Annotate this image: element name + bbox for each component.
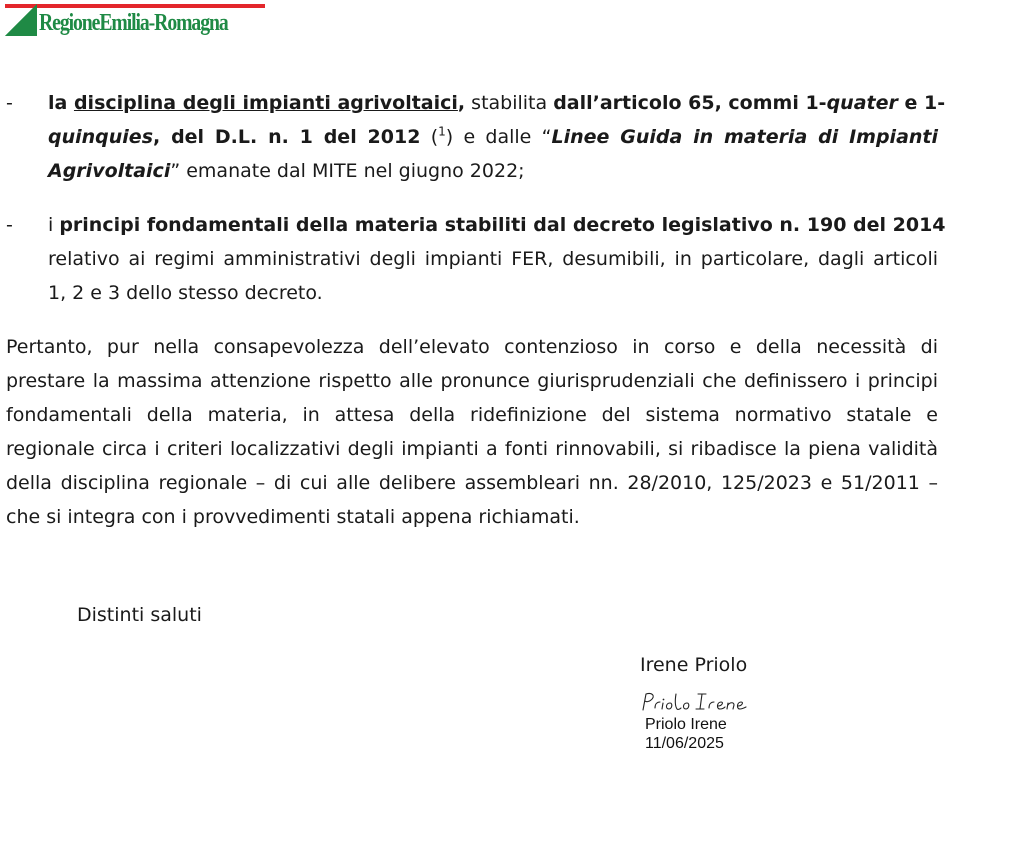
bullet-marker: - — [6, 92, 13, 114]
paragraph-line: che si integra con i provvedimenti statali appena richiamati. — [6, 506, 580, 528]
bullet-2-line-3: 1, 2 e 3 dello stesso decreto. — [48, 282, 323, 304]
logo-text: RegioneEmilia-Romagna — [39, 10, 228, 36]
regione-flag-icon — [5, 4, 37, 36]
paragraph-line: della disciplina regionale – di cui alle delibere assembleari nn. 28/2010, 125/2023 e 51/2011 – — [6, 472, 938, 494]
logo-red-line — [37, 4, 265, 8]
signature-name: Priolo Irene — [645, 716, 727, 733]
bullet-2-line-2: relativo ai regimi amministrativi degli impianti FER, desumibili, in particolare, dagli articoli — [48, 248, 938, 270]
bullet-1-line-3: Agrivoltaici” emanate dal MITE nel giugno 2022; — [48, 160, 525, 182]
bullet-2-line-1: i principi fondamentali della materia stabiliti dal decreto legislativo n. 190 del 2014 — [48, 214, 946, 236]
paragraph-line: fondamentali della materia, in attesa della ridefinizione del sistema normativo statale e — [6, 404, 938, 426]
regione-logo — [5, 4, 265, 42]
bullet-1-line-2: quinquies, del D.L. n. 1 del 2012 ($^1$) e dalle “Linee Guida in materia di Impianti — [48, 124, 939, 148]
closing-text: Distinti saluti — [77, 604, 202, 626]
bullet-marker: - — [6, 214, 13, 236]
bullet-1-line-1: la disciplina degli impianti agrivoltaici, stabilita dall’articolo 65, commi 1-quater e 1- — [48, 92, 946, 114]
signature-date: 11/06/2025 — [645, 735, 724, 752]
signatory-name: Irene Priolo — [640, 654, 748, 676]
paragraph-line: prestare la massima attenzione rispetto alle pronunce giurisprudenziali che definissero i principi — [6, 370, 938, 392]
paragraph-line: regionale circa i criteri localizzativi degli impianti a fonti rinnovabili, si ribadisce la piena validità — [6, 438, 938, 460]
handwritten-signature — [640, 690, 750, 714]
paragraph-line: Pertanto, pur nella consapevolezza dell’elevato contenzioso in corso e della necessità di — [6, 336, 938, 358]
